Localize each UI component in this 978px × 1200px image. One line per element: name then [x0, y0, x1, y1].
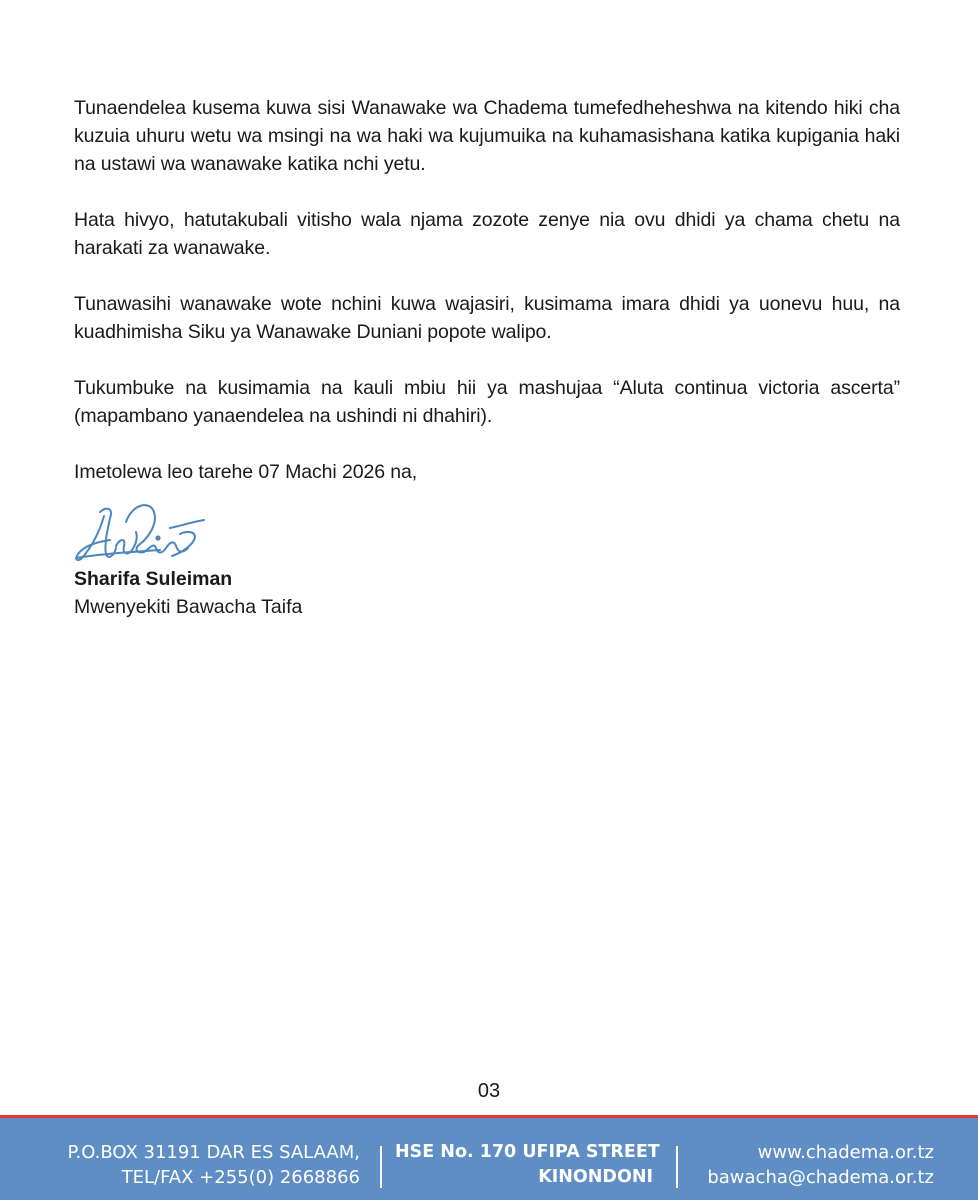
footer-divider [380, 1146, 382, 1188]
letter-body [74, 94, 900, 486]
footer-telfax: TEL/FAX +255(0) 2668866 [121, 1167, 360, 1188]
footer-po-box: P.O.BOX 31191 DAR ES SALAAM, [67, 1142, 360, 1163]
footer-street: HSE No. 170 UFIPA STREET [395, 1142, 660, 1162]
signer-title: Mwenyekiti Bawacha Taifa [74, 596, 303, 618]
paragraph-3: Tunawasihi wanawake wote nchini kuwa wajasiri, kusimama imara dhidi ya uonevu huu, na kuadhimisha Siku ya Wanawake Duniani popote walipo. [74, 293, 900, 343]
footer-address [40, 1140, 360, 1190]
signature-block [70, 498, 390, 570]
paragraph-4: Tukumbuke na kusimamia na kauli mbiu hii ya mashujaa “Aluta continua victoria ascerta” (mapambano yanaendelea na ushindi ni dhahiri). [74, 377, 900, 427]
paragraph-2: Hata hivyo, hatutakubali vitisho wala njama zozote zenye nia ovu dhidi ya chama chetu na harakati za wanawake. [74, 209, 900, 259]
footer-bar [0, 1118, 978, 1200]
paragraph-1: Tunaendelea kusema kuwa sisi Wanawake wa Chadema tumefedheheshwa na kitendo hiki cha kuzuia uhuru wetu wa msingi na wa haki wa kujumuika na kuhamasishana katika kupigania haki na ustawi wa wanawake katika nchi yetu. [74, 97, 900, 175]
footer-location [395, 1140, 660, 1190]
footer-divider [676, 1146, 678, 1188]
signer-name: Sharifa Suleiman [74, 568, 233, 590]
handwritten-signature [70, 498, 220, 570]
footer-website-link[interactable]: www.chadema.or.tz [757, 1142, 934, 1163]
footer-contact [690, 1140, 934, 1190]
issued-date-line: Imetolewa leo tarehe 07 Machi 2026 na, [74, 461, 418, 483]
footer-email-link[interactable]: bawacha@chadema.or.tz [707, 1167, 934, 1188]
footer-district: KINONDONI [538, 1167, 653, 1187]
page-number: 03 [477, 1080, 501, 1102]
